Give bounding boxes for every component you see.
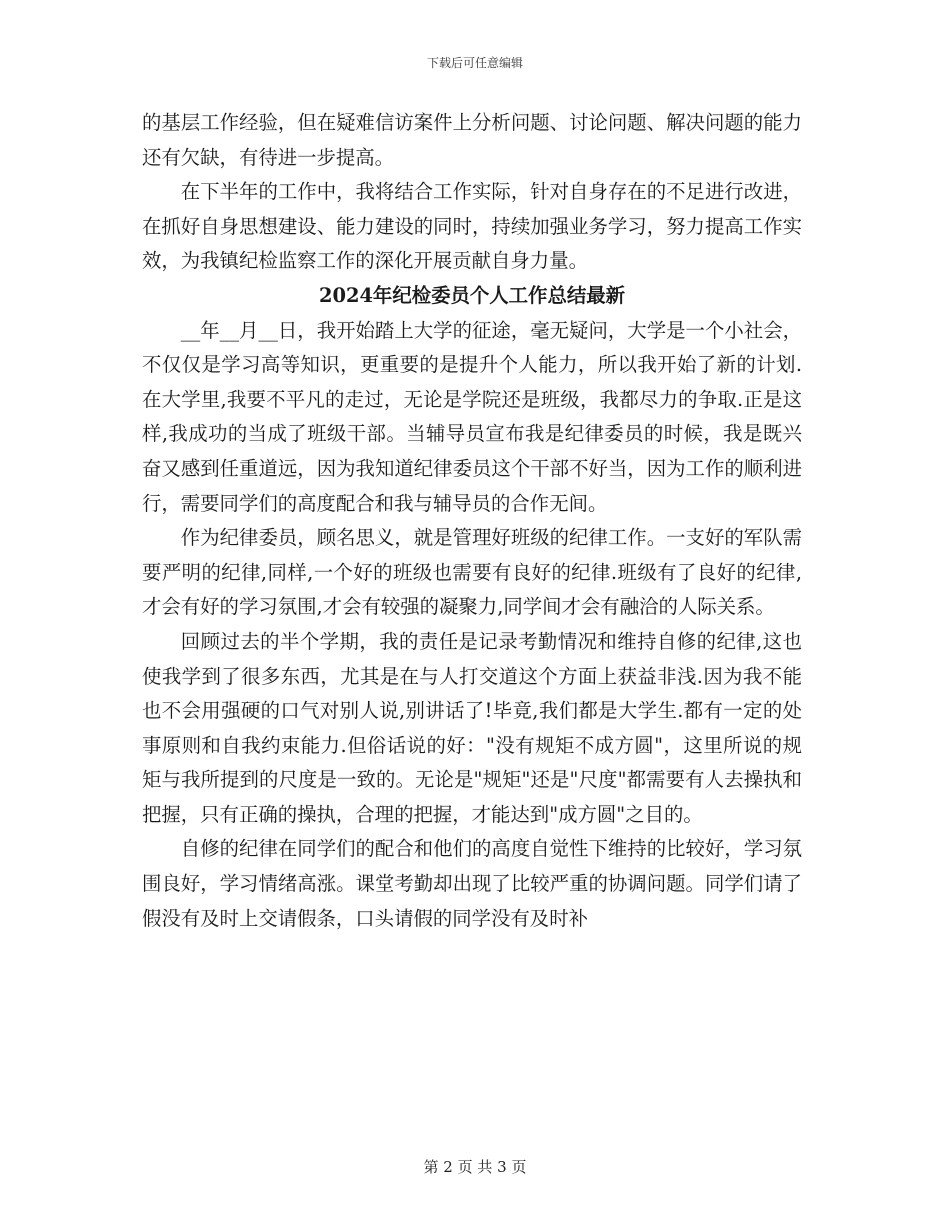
- section-title: 2024年纪检委员个人工作总结最新: [318, 283, 626, 307]
- paragraph: 作为纪律委员，顾名思义，就是管理好班级的纪律工作。一支好的军队需要严明的纪律,同样,一个好的班级也需要有良好的纪律.班级有了良好的纪律,才会有好的学习氛围,才会有较强的凝聚力,同学间才会有融洽的人际关系。: [142, 526, 802, 619]
- header-note: 下载后可任意编辑: [426, 56, 523, 70]
- paragraph-continued: 的基层工作经验，但在疑难信访案件上分析问题、讨论问题、解决问题的能力还有欠缺，有待进一步提高。: [142, 111, 802, 169]
- paragraph: 回顾过去的半个学期，我的责任是记录考勤情况和维持自修的纪律,这也使我学到了很多东西，尤其是在与人打交道这个方面上获益非浅.因为我不能也不会用强硬的口气对别人说,别讲话了!毕竟,我们都是大学生.都有一定的处事原则和自我约束能力.但俗话说的好："没有规矩不成方圆"，这里所说的规矩与我所提到的尺度是一致的。无论是"规矩"还是"尺度"都需要有人去操执和把握，只有正确的操执，合理的把握，才能达到"成方圆"之目的。: [142, 629, 802, 826]
- document-body: [142, 106, 802, 936]
- paragraph: __年__月__日，我开始踏上大学的征途，毫无疑问，大学是一个小社会，不仅仅是学习高等知识，更重要的是提升个人能力，所以我开始了新的计划.在大学里,我要不平凡的走过，无论是学院还是班级，我都尽力的争取.正是这样,我成功的当成了班级干部。当辅导员宣布我是纪律委员的时候，我是既兴奋又感到任重道远，因为我知道纪律委员这个干部不好当，因为工作的顺利进行，需要同学们的高度配合和我与辅导员的合作无间。: [142, 318, 802, 515]
- paragraph: 自修的纪律在同学们的配合和他们的高度自觉性下维持的比较好，学习氛围良好，学习情绪高涨。课堂考勤却出现了比较严重的协调问题。同学们请了假没有及时上交请假条，口头请假的同学没有及时补: [142, 837, 802, 930]
- page-number: 第 2 页 共 3 页: [423, 1158, 527, 1176]
- paragraph: 在下半年的工作中，我将结合工作实际，针对自身存在的不足进行改进，在抓好自身思想建设、能力建设的同时，持续加强业务学习，努力提高工作实效，为我镇纪检监察工作的深化开展贡献自身力量。: [142, 180, 802, 273]
